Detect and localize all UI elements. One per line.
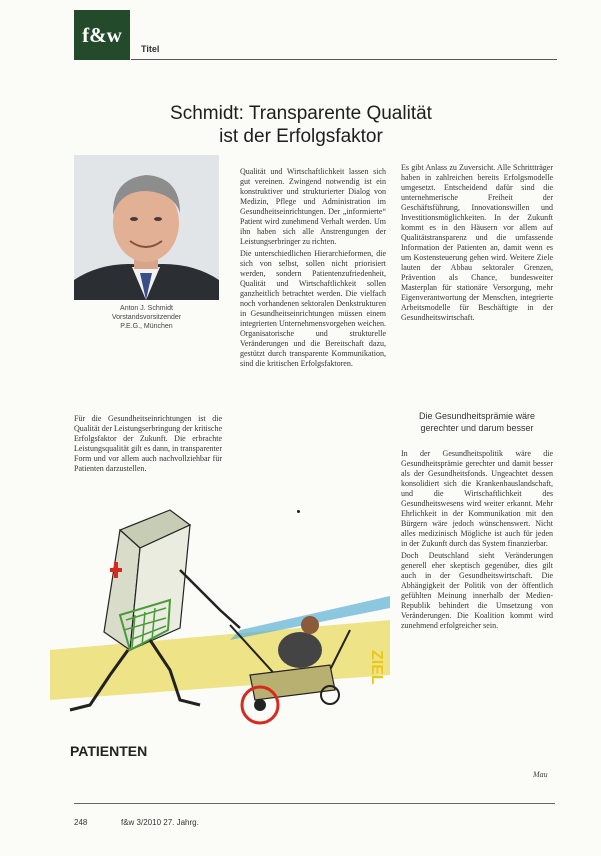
middle-column (240, 167, 386, 371)
right-column-top (401, 163, 553, 325)
caption-name: Anton J. Schmidt (120, 305, 173, 312)
lead-text: Für die Gesundheitseinrichtungen ist die Qualität der Leistungserbringung der kritische Erfolgsfaktor der Zukunft. Die erbrachte Leistungsqualität gilt es dann, in transparenter Form und vor allem auch nachvollziehbar für Patienten darzustellen. (74, 414, 222, 473)
section-label: Titel (141, 44, 160, 54)
right-paragraph-1: Es gibt Anlass zu Zuversicht. Alle Schrittträger haben in zahlreichen bereits Erfolgsmodelle umgesetzt. Entscheidend dafür sind die unternehmerische Freiheit der Geschäftsführung, Innovationswillen und Investitionsmöglichkeiten. In der Zukunft kommt es in den Häusern vor allem auf Qualitätstransparenz und die umfassende Information der Patienten an, damit wenn es um Kostensteuerung gehen wird. Weitere Ziele lauten der Abbau sektoraler Grenzen, Prävention als Chance, bundesweiter Masterplan für stationäre Versorgung, mehr Eigenverantwortung der Menschen, integrierte Arbeitsmodelle für Beschäftigte in der Gesundheitswirtschaft. (401, 163, 553, 322)
caption-role: Vorstandsvorsitzender (111, 314, 182, 321)
lead-paragraph (74, 414, 222, 476)
footer-divider (74, 803, 555, 804)
patients-banner: PATIENTEN (70, 743, 148, 759)
patient-race-illustration (30, 500, 390, 760)
page-number: 248 (74, 818, 88, 827)
caption-org: P.E.G., München (120, 323, 173, 330)
middle-paragraph-1: Qualität und Wirtschaftlichkeit lassen sich gut vereinen. Zwingend notwendig ist ein konstruktiver und strukturierter Dialog von Medizin, Pflege und Administration im Gesundheitseinrichtungen. Der „informierte“ Patient wird zunehmend Verhalt werden. Um ihn haben sich alle Anstrengungen der Leistungserbringer zu richten. (240, 167, 386, 246)
portrait-photo (74, 155, 219, 300)
title-line-1: Schmidt: Transparente Qualität (170, 103, 432, 124)
magazine-logo: f&w (74, 10, 130, 60)
right-column-bottom (401, 449, 553, 633)
finish-label: ZIEL (368, 650, 385, 685)
header-divider (131, 59, 557, 60)
right-paragraph-3: Doch Deutschland sieht Veränderungen generell eher skeptisch gegenüber, dies gilt auch in der Gesundheitswirtschaft. Die Abhängigkeit der Politik von der öffentlich gefühlten Meinung innerhalb der Medien-Republik behindert die Umsetzung von Veränderungen. Die Koalition kommt wird zunehmend erfolgreicher sein. (401, 551, 553, 630)
title-line-2: ist der Erfolgsfaktor (219, 126, 383, 147)
article-title (120, 102, 482, 148)
author-signature: Mau (533, 770, 548, 779)
subheading-line-2: gerechter und darum besser (420, 423, 534, 433)
issue-info: f&w 3/2010 27. Jahrg. (121, 818, 199, 827)
subheading-line-1: Die Gesundheitsprämie wäre (418, 411, 536, 421)
right-paragraph-2: In der Gesundheitspolitik wäre die Gesundheitsprämie gerechter und damit besser als der Gesundheitsfonds. Ungeachtet dessen konsolidiert sich die Krankenhauslandschaft, und die Wirtschaftlichkeit des Gesundheitswesens wird weiter erkannt. Mehr Ehrlichkeit in der Kommunikation mit den Bürgern wäre jedoch wünschenswert. Nicht alles medizinisch Mögliche ist auch für jeden in der Zukunft durch das System finanzierbar. (401, 449, 553, 548)
subheading (401, 410, 553, 434)
photo-caption (74, 304, 219, 331)
middle-paragraph-2: Die unterschiedlichen Hierarchieformen, die sich von selbst, sollen nicht priorisiert werden, sondern Patientenzufriedenheit, Qualität und Wirtschaftlichkeit sollen ganzheitlich betrachtet werden. Die vielfach noch vorhandenen sektoralen Denkstrukturen in Gesundheitseinrichtungen müssen einem integrierten Unternehmensvorgehen weichen. Organisatorische und strukturelle Veränderungen und die Bereitschaft dazu, gestützt durch transparente Kommunikation, sind die kritischen Erfolgsfaktoren. (240, 249, 386, 368)
